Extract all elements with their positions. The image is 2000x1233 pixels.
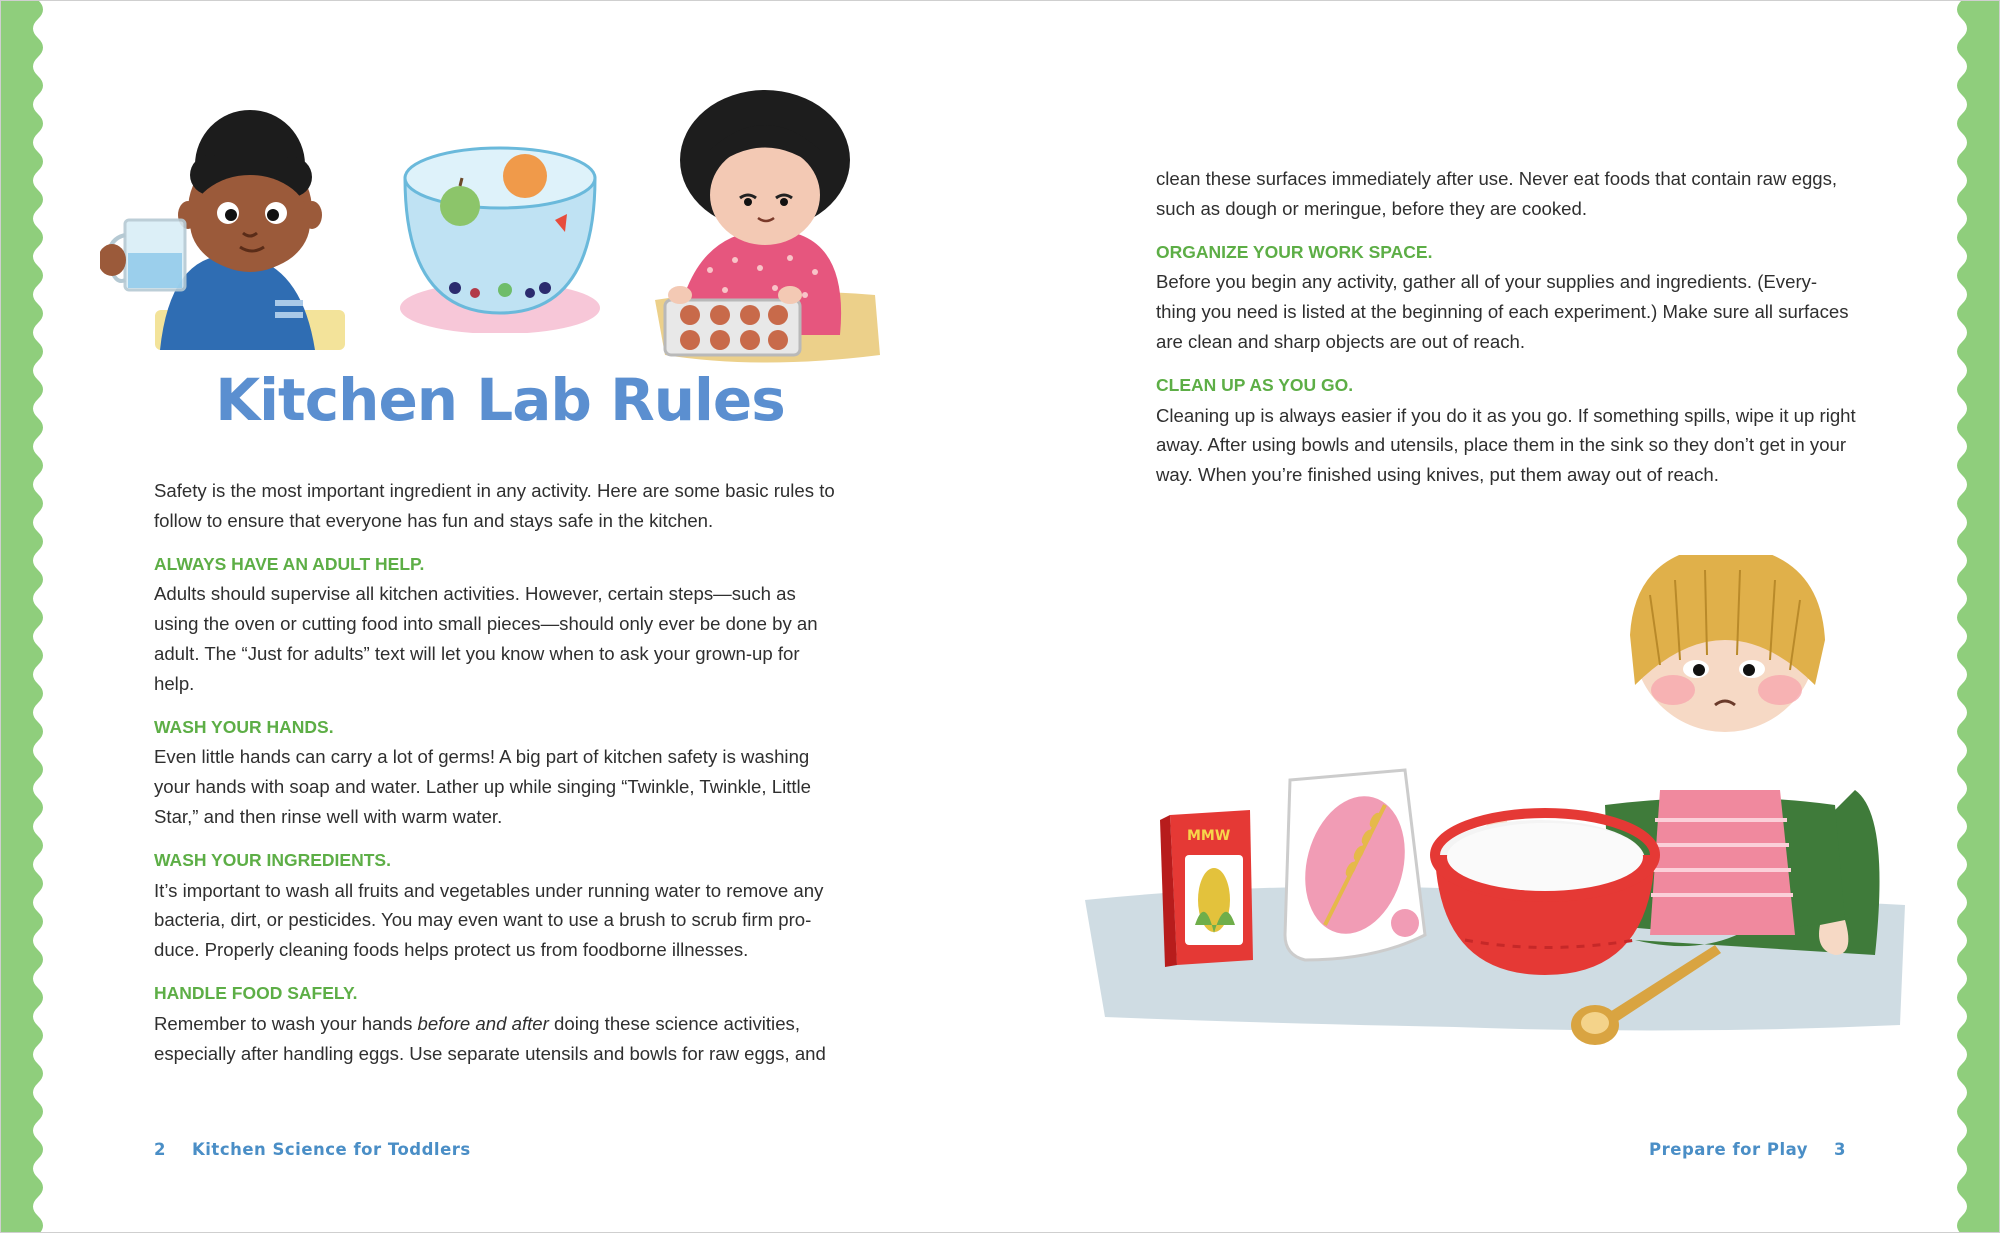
- rule-heading: HANDLE FOOD SAFELY.: [154, 982, 358, 1003]
- rule-wash-hands: [154, 713, 844, 832]
- continuation-paragraph: clean these surfaces immediately after use. Never eat foods that contain raw eggs, such as dough or meringue, before they are cooked.: [1156, 168, 1838, 219]
- rule-wash-ingredients: [154, 846, 844, 965]
- rule-heading: WASH YOUR INGREDIENTS.: [154, 849, 391, 870]
- right-page-body: [1156, 164, 1856, 504]
- left-wavy-edge: [0, 0, 60, 1233]
- right-footer: [1649, 1140, 1846, 1159]
- rule-body-start: Remember to wash your hands: [154, 1012, 418, 1034]
- page-title: Kitchen Lab Rules: [215, 366, 785, 434]
- rule-body: Cleaning up is always easier if you do it as you go. If something spills, wipe it up right away. After using bowls and utensils, place them in the sink so they don’t get in your way. When you’re finished using knives, put them away out of reach.: [1156, 404, 1856, 486]
- right-wavy-edge: [1940, 0, 2000, 1233]
- rule-heading: ALWAYS HAVE AN ADULT HELP.: [154, 553, 425, 574]
- section-title: Prepare for Play: [1649, 1140, 1809, 1159]
- cereal-box-label: MMW: [1187, 828, 1231, 844]
- water-bowl-fruit-illustration: [395, 138, 605, 333]
- rule-body-end: doing these science activities, especially after handling eggs. Use separate utensils and bowls for raw eggs, and: [154, 1012, 826, 1064]
- left-page-number: 2: [154, 1140, 166, 1159]
- rule-body: Adults should supervise all kitchen activities. However, certain steps—such as using the oven or cutting food into small pieces—should only ever be done by an adult. The “Just for adults” text will let you know when to ask your grown-up for help.: [154, 583, 818, 694]
- rule-heading: ORGANIZE YOUR WORK SPACE.: [1156, 241, 1433, 262]
- rule-heading: WASH YOUR HANDS.: [154, 716, 334, 737]
- right-page-number: 3: [1834, 1140, 1846, 1159]
- intro-paragraph: Safety is the most important ingredient in any activity. Here are some basic rules to follow to ensure that everyone has fun and stays safe in the kitchen.: [154, 480, 835, 531]
- rule-heading: CLEAN UP AS YOU GO.: [1156, 374, 1354, 395]
- left-footer: [154, 1140, 471, 1159]
- rule-body: It’s important to wash all fruits and vegetables under running water to remove any bacteria, dirt, or pesticides. You may even want to use a brush to scrub firm pro-duce. Properly cleaning foods helps protect us from foodborne illnesses.: [154, 879, 824, 961]
- book-title: Kitchen Science for Toddlers: [191, 1140, 471, 1159]
- rule-adult-help: [154, 550, 844, 699]
- boy-with-measuring-cup-illustration: [100, 105, 350, 350]
- boy-mixing-bowl-illustration: [1075, 555, 1910, 1055]
- rule-body-emphasis: before and after: [417, 1012, 549, 1034]
- left-page-body: [154, 476, 844, 1082]
- rule-body: Even little hands can carry a lot of germs! A big part of kitchen safety is washing your hands with soap and water. Lather up while singing “Twinkle, Twinkle, Little Star,” and then rinse well with warm water.: [154, 746, 811, 827]
- rule-organize-workspace: [1156, 238, 1856, 357]
- rule-body: Before you begin any activity, gather all of your supplies and ingredients. (Every-thing you need is listed at the beginning of each experiment.) Make sure all surfaces are clean and sharp objects are out of reach.: [1156, 271, 1849, 352]
- rule-handle-food: [154, 979, 844, 1068]
- girl-with-muffin-tin-illustration: [650, 90, 880, 370]
- rule-clean-up: [1156, 371, 1856, 490]
